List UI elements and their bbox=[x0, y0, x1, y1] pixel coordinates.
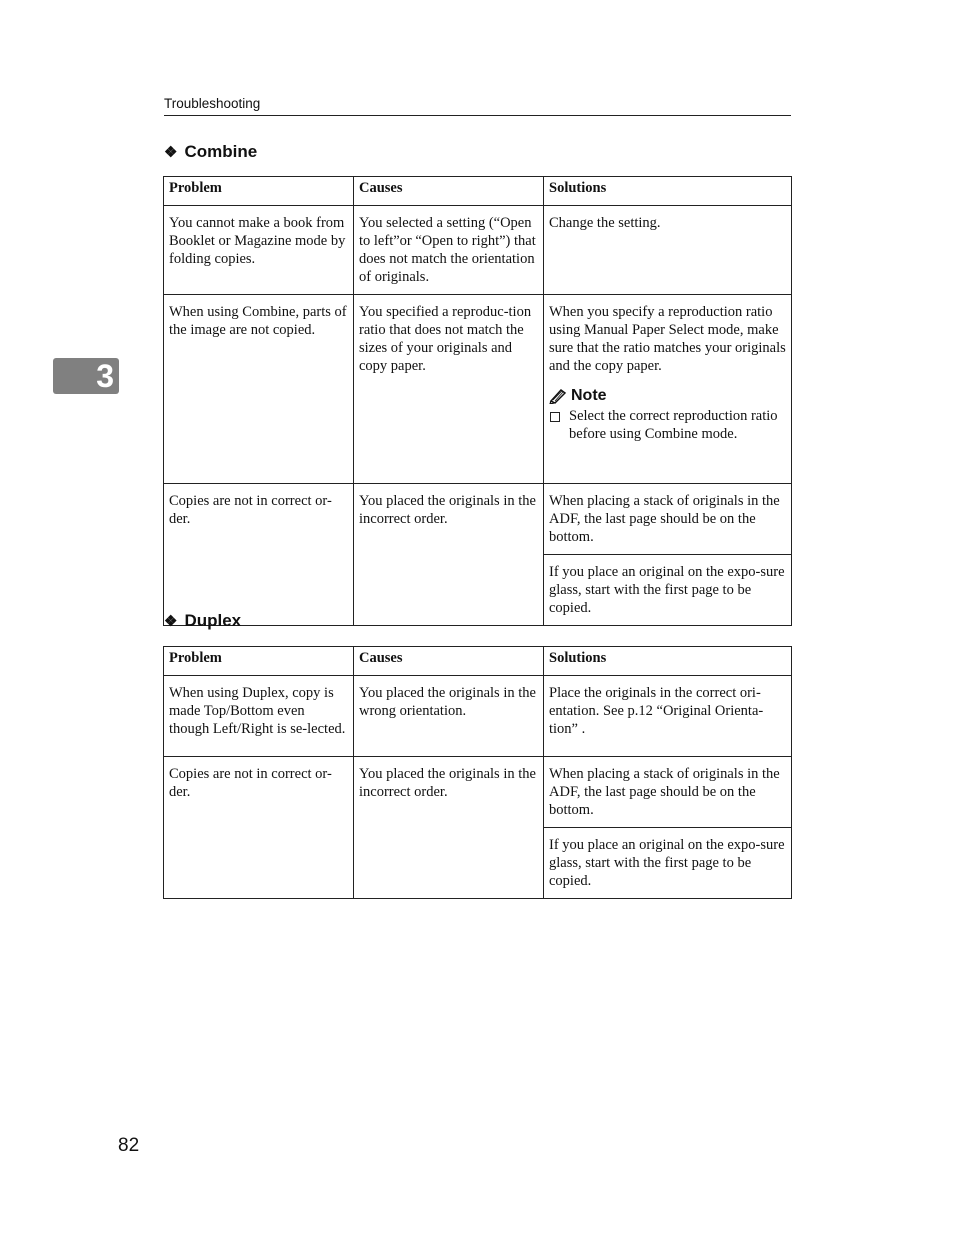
chapter-tab bbox=[53, 358, 119, 394]
problem-cell: You cannot make a book from Booklet or Magazine mode by folding copies. bbox=[164, 206, 354, 295]
cause-cell: You selected a setting (“Open to left”or “Open to right”) that does not match the orientation of originals. bbox=[354, 206, 544, 295]
combine-title: Combine bbox=[184, 142, 258, 161]
chapter-number: 3 bbox=[96, 358, 114, 394]
problem-cell: When using Combine, parts of the image are not copied. bbox=[164, 295, 354, 484]
table-header-row bbox=[164, 647, 792, 676]
duplex-title: Duplex bbox=[184, 611, 242, 630]
duplex-table bbox=[163, 646, 792, 899]
note-heading bbox=[549, 387, 786, 405]
table-row bbox=[164, 295, 792, 484]
cause-cell: You placed the originals in the wrong orientation. bbox=[354, 676, 544, 757]
solution-cell bbox=[544, 295, 792, 484]
header-solutions: Solutions bbox=[544, 647, 792, 676]
cause-cell: You specified a reproduc-tion ratio that does not match the sizes of your originals and copy paper. bbox=[354, 295, 544, 484]
table-row bbox=[164, 484, 792, 555]
header-solutions: Solutions bbox=[544, 177, 792, 206]
note-pencil-icon bbox=[549, 388, 567, 404]
problem-cell: Copies are not in correct or-der. bbox=[164, 484, 354, 626]
table-row bbox=[164, 676, 792, 757]
solution-cell: If you place an original on the expo-sure glass, start with the first page to be copied. bbox=[544, 555, 792, 626]
solution-cell: If you place an original on the expo-sure glass, start with the first page to be copied. bbox=[544, 828, 792, 899]
table-row bbox=[164, 206, 792, 295]
checkbox-bullet-icon bbox=[550, 412, 560, 422]
problem-cell: Copies are not in correct or-der. bbox=[164, 757, 354, 899]
combine-table bbox=[163, 176, 792, 626]
table-header-row bbox=[164, 177, 792, 206]
running-header: Troubleshooting bbox=[164, 96, 791, 116]
diamond-bullet-icon: ❖ bbox=[164, 613, 178, 630]
header-problem: Problem bbox=[164, 647, 354, 676]
note-text: Select the correct reproduction ratio before using Combine mode. bbox=[569, 408, 778, 442]
cause-cell: You placed the originals in the incorrect order. bbox=[354, 484, 544, 626]
header-causes: Causes bbox=[354, 647, 544, 676]
note-label: Note bbox=[571, 387, 607, 404]
problem-cell: When using Duplex, copy is made Top/Bottom even though Left/Right is se-lected. bbox=[164, 676, 354, 757]
solution-cell: Place the originals in the correct ori-entation. See p.12 “Original Orienta-tion” . bbox=[544, 676, 792, 757]
header-problem: Problem bbox=[164, 177, 354, 206]
cause-cell: You placed the originals in the incorrect order. bbox=[354, 757, 544, 899]
section-title-duplex bbox=[164, 611, 241, 631]
solution-cell: When placing a stack of originals in the ADF, the last page should be on the bottom. bbox=[544, 757, 792, 828]
solution-cell: When placing a stack of originals in the ADF, the last page should be on the bottom. bbox=[544, 484, 792, 555]
solution-text: When you specify a reproduction ratio using Manual Paper Select mode, make sure that the ratio matches your originals and the copy paper. bbox=[549, 304, 786, 374]
solution-cell: Change the setting. bbox=[544, 206, 792, 295]
table-row bbox=[164, 757, 792, 828]
section-title-combine bbox=[164, 142, 257, 162]
header-causes: Causes bbox=[354, 177, 544, 206]
page-number: 82 bbox=[118, 1135, 140, 1156]
diamond-bullet-icon: ❖ bbox=[164, 144, 178, 161]
note-item bbox=[549, 407, 786, 443]
